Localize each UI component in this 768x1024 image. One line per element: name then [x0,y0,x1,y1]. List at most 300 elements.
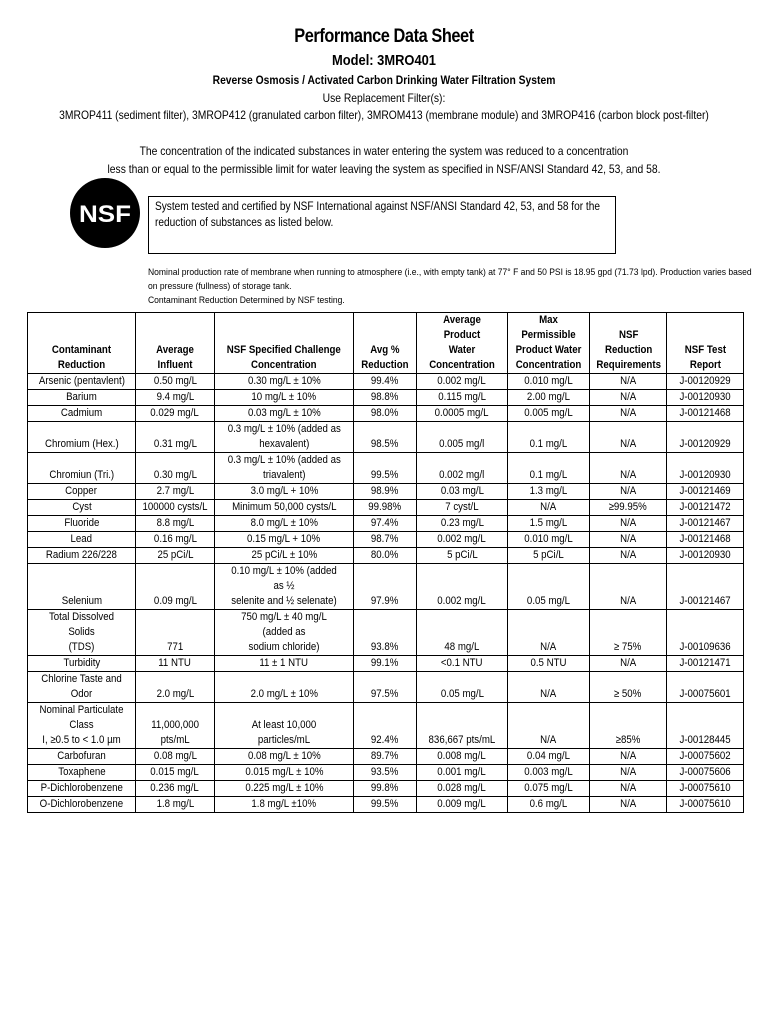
table-cell-avg-reduction [354,548,417,564]
table-cell-challenge-concentration [215,703,354,749]
cell-text: 0.009 mg/L [437,798,487,810]
cell-text: 771 [166,641,184,653]
cell-text: 93.5% [371,766,399,778]
cell-text: 8.8 mg/L [156,517,194,529]
table-cell-challenge-concentration [215,484,354,500]
table-cell-avg-reduction [354,374,417,390]
table-cell-nsf-test-report [667,390,744,406]
cell-text: N/A [619,517,637,529]
table-cell-avg-product-water [417,781,508,797]
table-cell-avg-product-water [417,406,508,422]
cell-text: 2.0 mg/L [156,688,194,700]
cell-text: 0.16 mg/L [153,533,197,545]
cell-text: 0.002 mg/l [439,469,485,481]
cell-text: N/A [540,501,557,513]
cell-text: 0.05 mg/L [440,688,484,700]
table-cell-challenge-concentration [215,672,354,703]
replacement-filters-list: 3MROP411 (sediment filter), 3MROP412 (granulated carbon filter), 3MROM413 (membrane module) and 3MROP416 (carbon block post-filter) [59,108,709,122]
table-cell-average-influent [136,406,215,422]
cell-text: 0.015 mg/L ± 10% [244,766,324,778]
table-cell-avg-product-water [417,749,508,765]
cell-text: 0.1 mg/L [529,469,568,481]
table-cell-nsf-test-report [667,500,744,516]
table-row [28,781,744,797]
cell-text: P-Dichlorobenzene [40,782,123,794]
cell-text: 0.08 mg/L ± 10% [247,750,321,762]
table-row [28,516,744,532]
table-cell-max-permissible [508,500,590,516]
table-cell-average-influent [136,564,215,610]
table-cell-avg-product-water [417,422,508,453]
table-cell-nsf-requirements [590,797,667,813]
table-cell-challenge-concentration [215,516,354,532]
table-cell-nsf-requirements [590,532,667,548]
cell-text: 0.5 NTU [530,657,567,669]
cell-text: J-00120930 [679,391,731,403]
table-cell-max-permissible [508,781,590,797]
cell-text: J-00121472 [679,501,731,513]
table-cell-challenge-concentration [215,765,354,781]
table-cell-contaminant [28,500,136,516]
cell-text: N/A [540,734,557,746]
table-cell-max-permissible [508,406,590,422]
table-cell-contaminant [28,548,136,564]
cell-text: At least 10,000 particles/mL [251,719,317,746]
table-cell-average-influent [136,500,215,516]
table-cell-avg-product-water [417,765,508,781]
table-cell-contaminant [28,703,136,749]
cell-text: 98.8% [371,391,399,403]
table-cell-avg-reduction [354,516,417,532]
table-cell-max-permissible [508,797,590,813]
cell-text: 1.3 mg/L [529,485,568,497]
cell-text: 0.015 mg/L [150,766,200,778]
cell-text: 0.008 mg/L [437,750,487,762]
table-cell-max-permissible [508,564,590,610]
table-cell-avg-product-water [417,672,508,703]
table-cell-challenge-concentration [215,797,354,813]
table-cell-avg-reduction [354,610,417,656]
cell-text: J-00120930 [679,549,731,561]
cell-text: Arsenic (pentavlent) [38,375,125,387]
cell-text: N/A [619,469,637,481]
cell-text: 100000 cysts/L [142,501,208,513]
table-cell-nsf-test-report [667,548,744,564]
table-cell-avg-product-water [417,516,508,532]
cell-text: 0.010 mg/L [524,533,573,545]
cell-text: Turbidity [63,657,100,669]
cell-text: 11 ± 1 NTU [259,657,309,669]
cell-text: 0.31 mg/L [153,438,197,450]
table-row [28,610,744,656]
cell-text: 99.8% [371,782,399,794]
table-row [28,500,744,516]
table-cell-avg-product-water [417,656,508,672]
table-cell-nsf-requirements [590,548,667,564]
cell-text: ≥ 75% [614,641,642,653]
cell-text: 97.4% [371,517,399,529]
table-cell-average-influent [136,656,215,672]
table-cell-max-permissible [508,749,590,765]
table-cell-average-influent [136,516,215,532]
cell-text: Fluoride [64,517,99,529]
cell-text: Carbofuran [57,750,106,762]
cell-text: 25 pCi/L [156,549,194,561]
table-cell-nsf-requirements [590,500,667,516]
cell-text: 0.50 mg/L [153,375,197,387]
cell-text: 0.04 mg/L [526,750,571,762]
column-header-average-influent [136,313,215,374]
table-cell-challenge-concentration [215,532,354,548]
cell-text: Chromiun (Tri.) [49,469,114,481]
table-cell-avg-product-water [417,703,508,749]
cell-text: N/A [540,688,557,700]
cell-text: 99.4% [371,375,399,387]
cell-text: Selenium [61,595,102,607]
table-cell-avg-reduction [354,797,417,813]
column-header-challenge-concentration [215,313,354,374]
table-cell-avg-reduction [354,781,417,797]
intro-paragraph [54,142,714,178]
table-cell-avg-product-water [417,374,508,390]
table-cell-avg-reduction [354,390,417,406]
column-header-max-permissible [508,313,590,374]
table-cell-challenge-concentration [215,610,354,656]
table-cell-avg-product-water [417,484,508,500]
table-cell-nsf-test-report [667,797,744,813]
production-notes [148,266,752,308]
cell-text: Radium 226/228 [45,549,118,561]
cell-text: J-00109636 [679,641,731,653]
table-cell-challenge-concentration [215,548,354,564]
table-cell-contaminant [28,564,136,610]
cell-text: 0.10 mg/L ± 10% (added as ½ selenite and ½ selenate) [231,565,337,607]
cell-text: 0.3 mg/L ± 10% (added as hexavalent) [227,423,341,450]
table-cell-avg-product-water [417,453,508,484]
cell-text: 3.0 mg/L + 10% [250,485,318,497]
table-cell-average-influent [136,749,215,765]
table-cell-nsf-test-report [667,672,744,703]
table-cell-avg-product-water [417,532,508,548]
cell-text: <0.1 NTU [441,657,483,669]
table-cell-nsf-test-report [667,532,744,548]
cell-text: 0.23 mg/L [440,517,484,529]
table-cell-challenge-concentration [215,781,354,797]
cell-text: 0.15 mg/L + 10% [247,533,321,545]
table-cell-nsf-test-report [667,765,744,781]
table-cell-nsf-requirements [590,406,667,422]
table-cell-contaminant [28,406,136,422]
table-cell-nsf-requirements [590,703,667,749]
cell-text: 0.236 mg/L [150,782,200,794]
cell-text: 11 NTU [158,657,192,669]
intro-line-2: less than or equal to the permissible limit for water leaving the system as specified in NSF/ANSI Standard 42, 53, and 58. [107,162,661,176]
nsf-logo-text: NSF [79,201,131,228]
table-row [28,422,744,453]
table-cell-nsf-requirements [590,390,667,406]
table-cell-average-influent [136,781,215,797]
table-cell-avg-reduction [354,749,417,765]
model-heading: Model: 3MRO401 [332,52,436,69]
table-cell-max-permissible [508,532,590,548]
cell-text: 98.7% [371,533,399,545]
table-row [28,453,744,484]
table-cell-average-influent [136,610,215,656]
cell-text: 8.0 mg/L ± 10% [250,517,318,529]
cell-text: J-00121469 [679,485,731,497]
cell-text: 99.5% [371,798,399,810]
cell-text: 0.05 mg/L [526,595,571,607]
cell-text: 0.115 mg/L [438,391,486,403]
cell-text: 0.03 mg/L ± 10% [247,407,321,419]
table-cell-nsf-requirements [590,516,667,532]
cell-text: 0.002 mg/L [437,533,487,545]
cell-text: 0.225 mg/L ± 10% [244,782,324,794]
table-row [28,672,744,703]
column-header-contaminant [28,313,136,374]
table-cell-nsf-test-report [667,484,744,500]
cell-text: 98.5% [371,438,399,450]
cell-text: 0.08 mg/L [153,750,197,762]
table-cell-avg-product-water [417,797,508,813]
table-cell-nsf-test-report [667,781,744,797]
table-cell-avg-reduction [354,656,417,672]
performance-table [27,312,744,813]
column-header-label: NSF Test Report [684,344,726,371]
table-cell-nsf-test-report [667,453,744,484]
table-row [28,564,744,610]
cell-text: 1.8 mg/L ±10% [251,798,317,810]
table-cell-nsf-test-report [667,422,744,453]
table-cell-average-influent [136,548,215,564]
table-cell-challenge-concentration [215,749,354,765]
cell-text: 2.0 mg/L ± 10% [250,688,318,700]
column-header-avg-product-water [417,313,508,374]
cell-text: J-00121467 [679,517,731,529]
table-row [28,797,744,813]
table-row [28,532,744,548]
table-cell-contaminant [28,781,136,797]
column-header-label: Contaminant Reduction [51,344,112,371]
cell-text: N/A [619,391,637,403]
table-cell-contaminant [28,484,136,500]
table-cell-nsf-requirements [590,564,667,610]
cell-text: 836,667 pts/mL [428,734,496,746]
cell-text: J-00075606 [679,766,731,778]
table-row [28,374,744,390]
cell-text: 0.1 mg/L [529,438,568,450]
cell-text: J-00120929 [679,375,731,387]
table-cell-nsf-test-report [667,564,744,610]
table-row [28,749,744,765]
cell-text: 80.0% [371,549,399,561]
cell-text: 0.3 mg/L ± 10% (added as triavalent) [227,454,341,481]
cell-text: 89.7% [371,750,399,762]
table-cell-challenge-concentration [215,500,354,516]
table-cell-nsf-test-report [667,610,744,656]
table-row [28,406,744,422]
replacement-filters-label: Use Replacement Filter(s): [322,91,446,105]
cell-text: Minimum 50,000 cysts/L [231,501,337,513]
cell-text: J-00120929 [679,438,731,450]
table-cell-challenge-concentration [215,564,354,610]
column-header-avg-reduction [354,313,417,374]
cell-text: 5 pCi/L [533,549,564,561]
table-cell-avg-product-water [417,548,508,564]
cell-text: J-00128445 [679,734,731,746]
table-cell-average-influent [136,422,215,453]
table-cell-contaminant [28,610,136,656]
column-header-label: NSF Reduction Requirements [596,329,661,371]
table-cell-nsf-requirements [590,749,667,765]
cell-text: 0.0005 mg/L [435,407,489,419]
cell-text: J-00121471 [679,657,731,669]
column-header-nsf-requirements [590,313,667,374]
cell-text: J-00121468 [679,533,731,545]
cell-text: 97.9% [371,595,399,607]
table-cell-average-influent [136,484,215,500]
cell-text: Copper [65,485,98,497]
table-header-row [28,313,744,374]
cell-text: J-00121467 [679,595,731,607]
table-cell-max-permissible [508,548,590,564]
cell-text: 0.028 mg/L [437,782,487,794]
cell-text: ≥ 50% [614,688,642,700]
table-cell-nsf-requirements [590,453,667,484]
cell-text: 0.6 mg/L [529,798,568,810]
cell-text: 10 mg/L ± 10% [251,391,317,403]
cell-text: 0.001 mg/L [437,766,487,778]
cell-text: Lead [70,533,93,545]
table-cell-nsf-test-report [667,749,744,765]
cell-text: 1.5 mg/L [529,517,568,529]
cell-text: 9.4 mg/L [156,391,194,403]
column-header-label: Avg % Reduction [361,344,409,371]
table-cell-contaminant [28,422,136,453]
table-cell-avg-reduction [354,672,417,703]
table-row [28,484,744,500]
cell-text: Cyst [71,501,92,513]
cell-text: 0.002 mg/L [437,375,487,387]
note-line-2: on pressure (fullness) of storage tank. [148,281,292,292]
cell-text: 48 mg/L [444,641,480,653]
table-cell-contaminant [28,453,136,484]
table-cell-challenge-concentration [215,453,354,484]
certification-box [148,196,616,254]
cell-text: J-00075610 [679,798,731,810]
table-cell-nsf-requirements [590,610,667,656]
table-cell-avg-reduction [354,532,417,548]
note-line-3: Contaminant Reduction Determined by NSF testing. [148,295,345,306]
table-cell-nsf-requirements [590,765,667,781]
cell-text: 0.03 mg/L [440,485,484,497]
table-cell-avg-reduction [354,422,417,453]
table-cell-contaminant [28,532,136,548]
table-cell-average-influent [136,390,215,406]
table-cell-max-permissible [508,390,590,406]
table-cell-avg-reduction [354,703,417,749]
table-cell-nsf-requirements [590,422,667,453]
cell-text: 1.8 mg/L [156,798,194,810]
table-cell-max-permissible [508,610,590,656]
cell-text: N/A [619,766,637,778]
table-cell-avg-reduction [354,564,417,610]
cell-text: Chromium (Hex.) [44,438,119,450]
cell-text: 92.4% [371,734,399,746]
table-cell-max-permissible [508,422,590,453]
table-row [28,703,744,749]
cell-text: Total Dissolved Solids (TDS) [48,611,115,653]
cell-text: 7 cyst/L [445,501,479,513]
cell-text: 0.075 mg/L [524,782,573,794]
cell-text: ≥85% [615,734,641,746]
cell-text: N/A [619,407,637,419]
cell-text: N/A [619,782,637,794]
cell-text: Cadmium [60,407,103,419]
cell-text: 11,000,000 pts/mL [151,719,199,746]
table-cell-challenge-concentration [215,390,354,406]
table-cell-nsf-test-report [667,516,744,532]
table-cell-challenge-concentration [215,406,354,422]
table-cell-max-permissible [508,703,590,749]
cell-text: J-00075610 [679,782,731,794]
cell-text: 2.7 mg/L [156,485,194,497]
cell-text: 0.002 mg/L [437,595,487,607]
cell-text: N/A [619,533,637,545]
table-cell-average-influent [136,672,215,703]
table-cell-nsf-requirements [590,672,667,703]
cell-text: Chlorine Taste and Odor [41,673,122,700]
table-cell-avg-product-water [417,564,508,610]
cell-text: J-00075601 [679,688,731,700]
table-cell-average-influent [136,765,215,781]
table-cell-average-influent [136,532,215,548]
intro-line-1: The concentration of the indicated substances in water entering the system was reduced to a concentration [139,144,629,158]
cell-text: 0.09 mg/L [153,595,197,607]
certification-text: System tested and certified by NSF International against NSF/ANSI Standard 42, 53, and 58 for the reduction of substances as listed below. [155,201,600,229]
cell-text: N/A [619,657,637,669]
table-cell-avg-reduction [354,453,417,484]
cell-text: Nominal Particulate Class I, ≥0.5 to < 1.0 µm [39,704,124,746]
table-cell-contaminant [28,516,136,532]
cell-text: N/A [619,438,637,450]
cell-text: N/A [540,641,557,653]
table-cell-avg-reduction [354,406,417,422]
table-row [28,390,744,406]
table-cell-max-permissible [508,374,590,390]
table-cell-avg-product-water [417,500,508,516]
table-cell-challenge-concentration [215,422,354,453]
column-header-label: Average Product Water Concentration [429,314,495,371]
cell-text: 0.003 mg/L [524,766,573,778]
cell-text: J-00120930 [679,469,731,481]
table-cell-average-influent [136,453,215,484]
column-header-label: Max Permissible Product Water Concentration [515,314,582,371]
table-cell-nsf-requirements [590,656,667,672]
table-cell-avg-product-water [417,610,508,656]
page-title: Performance Data Sheet [294,26,474,47]
table-cell-max-permissible [508,656,590,672]
table-cell-contaminant [28,390,136,406]
cell-text: 99.5% [371,469,399,481]
cell-text: O-Dichlorobenzene [39,798,124,810]
table-cell-nsf-test-report [667,406,744,422]
cell-text: 0.029 mg/L [150,407,200,419]
cell-text: 2.00 mg/L [526,391,571,403]
system-heading: Reverse Osmosis / Activated Carbon Drinking Water Filtration System [212,73,556,87]
cell-text: 0.005 mg/L [524,407,573,419]
table-cell-contaminant [28,672,136,703]
